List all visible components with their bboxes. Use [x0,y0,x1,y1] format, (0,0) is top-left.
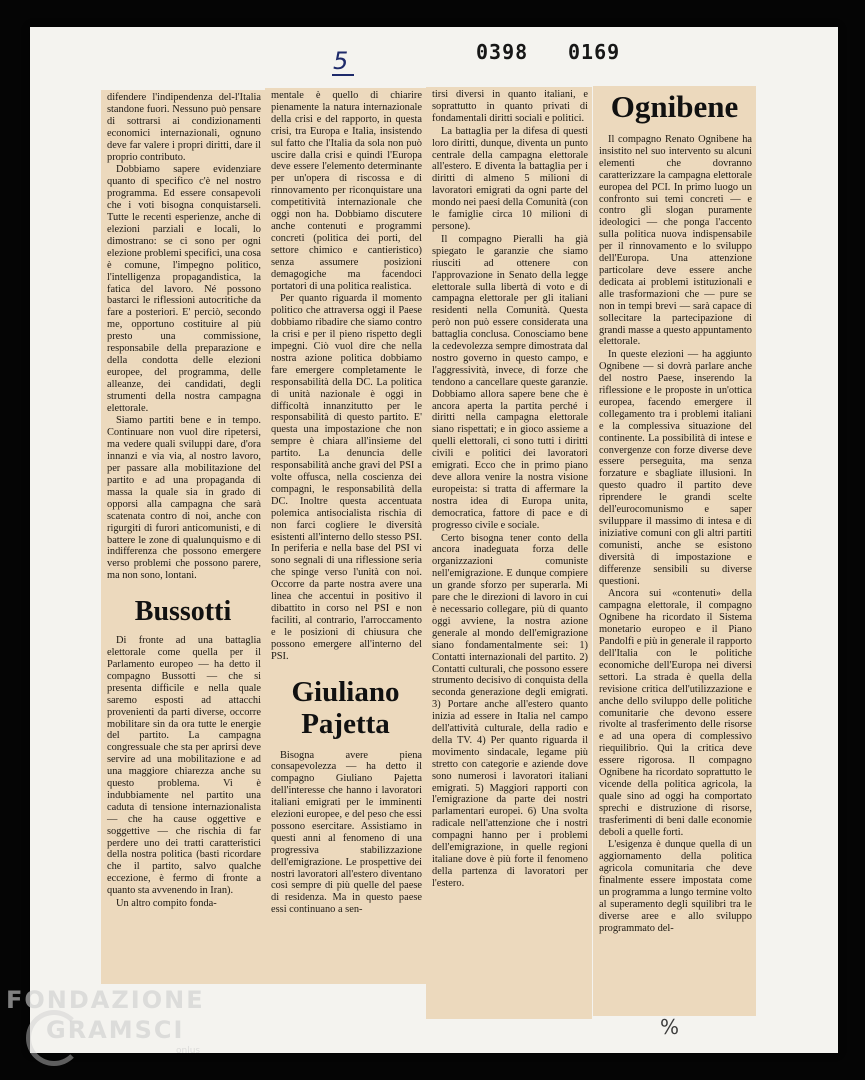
handwritten-underline [332,74,354,76]
archive-stamp-left: 0398 [476,40,529,64]
watermark-line2: GRAMSCI [46,1016,185,1044]
handwritten-page-number: 5 [333,47,349,75]
column-4-text [593,132,756,935]
col1-paragraph: Dobbiamo sapere evidenziare quanto di specifico c'è nel nostro programma. Ed essere consapevoli che i voti bisogna conquistarseli. Tutte le recenti esperienze, anche di elezioni parziali e locali, lo dimostrano: se ci sono per ogni elezione problemi specifici, una cosa è comune, l'impegno politico, l'intelligenza propagandistica, la fatica del lavoro. Né possono bastarci le riflessioni autocritiche da fare a posteriori. E' perciò, secondo me, opportuno costituire al più presto una commissione, responsabile della preparazione e della condotta delle elezioni europee, del programma, delle alleanze, dei candidati, degli strumenti della nostra campagna elettorale. [107,164,261,414]
col1-paragraph: difendere l'indipendenza del-l'Italia standone fuori. Nessuno può pensare di sottrarsi ai condizionamenti economici internazionali, ognuno deve far valere i propri diritti, dare il proprio contributo. [107,92,261,163]
col3-paragraph: Il compagno Pieralli ha già spiegato le garanzie che siamo riusciti ad ottenere con l'approvazione in Senato della legge elettorale sulla libertà di voto e di campagna elettorale per gli italiani residenti nella Comunità. Questa però non può essere considerata una battaglia conclusa. Conosciamo bene la cedevolezza sempre dimostrata dal nostro governo in questo campo, e l'aggressività, invece, di forze che tendono a cancellare queste garanzie. Dobbiamo allora sapere bene che è ancora aperta la partita perché i diritti nella campagna elettorale siano rispettati; e in gioco assieme a quelli elettorali, ci sono tutti i diritti civili e politici dei lavoratori emigrati. Ecco che in primo piano deve allora venire la nostra visione europeista: si tratta di affermare la nostra idea di Europa unita, democratica, fattore di pace e di progresso civile e sociale. [432,233,588,531]
headline-bussotti: Bussotti [134,596,232,628]
watermark-line1: FONDAZIONE [6,986,205,1014]
watermark-sub: onlus [176,1046,201,1056]
col4-paragraph: L'esigenza è dunque quella di un aggiornamento della politica agricola comunitaria che deve finalmente essere impostata come un programma a lungo termine volto al superamento degli squilibri tra le diverse aree e allo sviluppo programmato del- [599,839,752,934]
column-1-text-after [101,633,265,910]
column-1-text [101,90,265,582]
col1-paragraph: Di fronte ad una battaglia elettorale come quella per il Parlamento europeo — ha detto il compagno Bussotti — che si presenta difficile e nella quale saremo esposti ad attacchi provenienti da parti diverse, occorre mobilitare sin da ora tutte le energie del partito. La campagna congressuale che sta per aprirsi deve servire ad una mobilitazione e ad una maggiore chiarezza anche su questo problema. Vi è indubbiamente nel partito una caduta di tensione internazionalista — che ha cause oggettive e soggettive — che rischia di far perdere uno dei tratti caratteristici della nostra politica (basti ricordare che il partito, salvo qualche eccezione, è fermo di fronte a quanto sta avvenendo in Iran). [107,635,261,897]
col2-paragraph: Bisogna avere piena consapevolezza — ha detto il compagno Giuliano Pajetta dell'interesse che hanno i lavoratori italiani emigrati per le imminenti elezioni europee, e del peso che essi possono esercitare. Assistiamo in questi anni al fenomeno di una progressiva stabilizzazione dell'emigrazione. Le prospettive dei nostri lavoratori all'estero diventano così sempre di più quelle del paese di residenza. Ma in questo paese essi continuano a sen- [271,749,422,916]
clipping-column-3 [426,87,592,1019]
col4-paragraph: In queste elezioni — ha aggiunto Ognibene — si dovrà parlare anche del nostro Paese, inserendo la riflessione e le proposte in un'ottica europea, facendo emergere il collegamento tra i problemi italiani e la complessiva situazione del continente. La possibilità di intese e convergenze con forze diverse deve essere perseguita, ma senza forzature e sbagliate illusioni. In questo quadro il partito deve riprendere le grandi scelte dell'eurocomunismo e saper sviluppare il massimo di intesa e di iniziative comuni con gli altri partiti comunisti, anche se esistono diversità di impostazione e differenze sensibili su diverse questioni. [599,349,752,587]
pencil-mark: % [660,1015,680,1039]
col2-paragraph: mentale è quello di chiarire pienamente la natura internazionale della crisi e del rapporto, in questa crisi, tra Europa e Italia, insistendo sul fatto che l'Italia da sola non può uscire dalla crisi e quindi l'Europa deve essere l'elemento determinante per un'opera di riscossa e di rinnovamento per riconquistare una competitività internazionale che oggi non ha. Dobbiamo discutere anche contenuti e programmi concreti (politica dei porti, del settore chimico e cantieristico) senza assumere posizioni demagogiche ma facendoci portatori di una politica realistica. [271,90,422,292]
col2-paragraph: Per quanto riguarda il momento politico che attraversa oggi il Paese dobbiamo ribadire che siamo contro la crisi e per il pieno rispetto degli impegni. Ciò vuol dire che nella nostra azione politica dobbiamo fare emergere completamente le responsabilità della DC. La politica di unità nazionale è oggi in difficoltà innanzitutto per le responsabilità di questo partito. E' questa una impostazione che non sempre è chiara all'insieme del partito. La denuncia delle responsabilità anche gravi del PSI a volte offusca, nella coscienza dei compagni, le responsabilità della DC. Inoltre questa accentuata polemica antisocialista rischia di non farci cogliere le diversità esistenti all'interno dello stesso PSI. In periferia e nella base del PSI vi sono segnali di una riflessione seria che spinge verso l'unità con noi. Occorre da parte nostra avere una linea che accentui in positivo il dibattito in corso nel PSI e non faciliti, al contrario, l'arroccamento e le posizioni di chiusura che possono emergere all'interno del PSI. [271,293,422,662]
col1-paragraph: Un altro compito fonda- [116,898,217,910]
clipping-column-4 [593,86,756,1016]
col4-paragraph: Ancora sui «contenuti» della campagna elettorale, il compagno Ognibene ha ricordato il Sistema monetario europeo e il Piano Pandolfi e più in generale il rapporto dell'Italia con le politiche economiche dell'Europa nei diversi settori. La strada è quella della revisione critica dell'utilizzazione e anche dello sviluppo delle politiche comunitarie che devono essere rivolte al trasferimento delle risorse e ad una opera di complessivo riequilibrio. Qui la critica deve essere rigorosa. Il compagno Ognibene ha ricordato soprattutto le vicende della politica agricola, la quale sino ad oggi ha comportato sprechi e distruzione di risorse, trasferimenti di beni dalle economie deboli a quelle forti. [599,588,752,838]
column-2-text [265,88,426,663]
col3-paragraph: La battaglia per la difesa di questi loro diritti, dunque, diventa un punto centrale della campagna elettorale all'estero. E diventa la battaglia per i diritti di almeno 5 milioni di lavoratori emigrati da ogni parte del mondo nei paesi della Comunità (con le famiglie circa 10 milioni di persone). [432,125,588,232]
archive-stamp-right: 0169 [568,40,621,64]
headline-giuliano-pajetta [265,664,426,748]
headline-pajetta-line2: Pajetta [301,707,390,740]
col4-paragraph: Il compagno Renato Ognibene ha insistito nel suo intervento su alcuni elementi che dovranno caratterizzare la campagna elettorale europea del PCI. In primo luogo un confronto sui temi concreti — e contro gli slogan puramente ideologici — che ponga l'accento sulla politica nuova indispensabile per il rinnovamento e lo sviluppo dell'Europa. Una attenzione particolare deve essere anche dedicata ai problemi istituzionali e alle trasformazioni che — pure se non in tempi brevi — sarà capace di sollecitare la partecipazione di grandi masse a questo appuntamento elettorale. [599,134,752,348]
column-2-text-after [265,748,426,917]
watermark-fondazione-gramsci [6,985,205,1045]
column-3-text [426,87,592,890]
clipping-column-2 [265,88,426,984]
headline-pajetta-line1: Giuliano [291,675,400,708]
clipping-column-1 [101,90,265,984]
col1-paragraph: Siamo partiti bene e in tempo. Continuare non vuol dire ripetersi, ma vedere quali sviluppi dare, d'ora innanzi e via via, al nostro lavoro, per passare alla mobilitazione del partito e ad una propaganda di massa la quale sia in grado di opporsi alla campagna che sarà scatenata contro di noi, anche con rigurgiti di furori anticomunisti, e di battere le zone di qualunquismo e di indifferenza che possono emergere verso problemi che possono parere, ma non sono, lontani. [107,415,261,582]
col3-paragraph: Certo bisogna tener conto della ancora inadeguata forza delle organizzazioni comuniste nell'emigrazione. E dunque compiere un grande sforzo per superarla. Mi pare che le direzioni di lavoro in cui è necessario collegare, più di quanto oggi avviene, la nostra azione generale al mondo dell'emigrazione siano fondamentalmente sei: 1) Contatti internazionali del partito. 2) Contatti culturali, che possono essere strumento decisivo di conquista della seconda generazione degli emigrati. 3) Portare anche all'estero quanto inizia ad essere in Italia nel campo dell'attività culturale, della radio e della TV. 4) Per quanto riguarda il movimento sindacale, legame più stretto con categorie e aziende dove sono numerosi i lavoratori italiani emigrati. 5) Maggiori rapporti con l'emigrazione da parte dei nostri parlamentari europei. 6) Una svolta radicale nell'attenzione che i nostri compagni hanno per i problemi dell'emigrazione, in quelle regioni italiane dove è più forte il fenomeno della partenza di lavoratori per l'estero. [432,532,588,889]
col3-paragraph: tirsi diversi in quanto italiani, e soprattutto in quanto privati di fondamentali diritti sociali e politici. [432,89,588,124]
headline-ognibene: Ognibene [610,89,739,124]
